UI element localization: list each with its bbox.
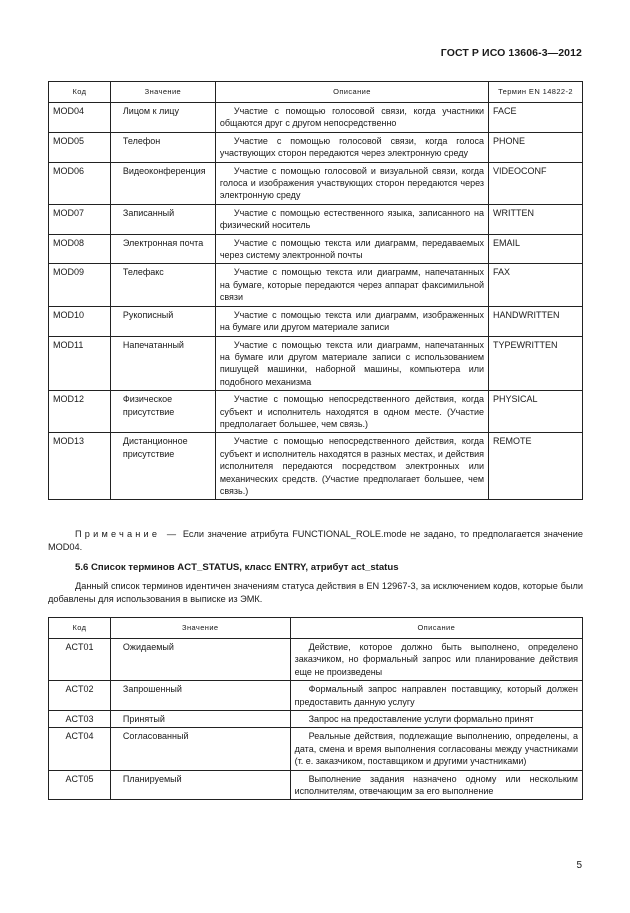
code-cell: ACT04	[49, 728, 111, 770]
table-header-row	[49, 618, 583, 639]
description-cell: Участие с помощью голосовой и визуальной связи, когда голоса и изображения участвующих сторон передаются через электронную среду	[215, 162, 488, 204]
table-row	[49, 234, 583, 264]
description-cell: Участие с помощью текста или диаграмм, передаваемых через систему электронной почты	[215, 234, 488, 264]
term-cell: WRITTEN	[489, 204, 583, 234]
term-cell: HANDWRITTEN	[489, 306, 583, 336]
description-cell: Реальные действия, подлежащие выполнению, определены, а дата, смена и время выполнения согласованы между участниками (т. е. заказчиком, поставщиком и другими участниками)	[290, 728, 582, 770]
meaning-cell: Ожидаемый	[110, 639, 290, 681]
table-row	[49, 433, 583, 500]
code-cell: ACT05	[49, 770, 111, 800]
code-cell: MOD10	[49, 306, 111, 336]
meaning-cell: Физическое присутствие	[110, 391, 215, 433]
description-cell: Участие с помощью текста или диаграмм, изображенных на бумаге или другом материале записи	[215, 306, 488, 336]
term-cell: PHYSICAL	[489, 391, 583, 433]
code-cell: MOD13	[49, 433, 111, 500]
document-header: ГОСТ Р ИСО 13606-3—2012	[440, 47, 582, 59]
page-number: 5	[576, 860, 582, 871]
meaning-cell: Телефакс	[110, 264, 215, 306]
column-header-meaning: Значение	[110, 82, 215, 103]
code-cell: MOD05	[49, 132, 111, 162]
term-cell: PHONE	[489, 132, 583, 162]
table-note	[48, 528, 583, 553]
description-cell: Действие, которое должно быть выполнено, определено заказчиком, но формальный запрос или планирование действия еще не произведены	[290, 639, 582, 681]
meaning-cell: Рукописный	[110, 306, 215, 336]
code-cell: MOD06	[49, 162, 111, 204]
term-cell: FACE	[489, 103, 583, 133]
term-cell: REMOTE	[489, 433, 583, 500]
table-header-row	[49, 82, 583, 103]
meaning-cell: Планируемый	[110, 770, 290, 800]
description-cell: Участие с помощью голосовой связи, когда голоса участвующих сторон передаются через электронную среду	[215, 132, 488, 162]
table-row	[49, 681, 583, 711]
table-row	[49, 132, 583, 162]
meaning-cell: Согласованный	[110, 728, 290, 770]
meaning-cell: Дистанционное присутствие	[110, 433, 215, 500]
table-row	[49, 264, 583, 306]
term-cell: TYPEWRITTEN	[489, 336, 583, 391]
description-cell: Запрос на предоставление услуги формально принят	[290, 711, 582, 728]
section-body: Данный список терминов идентичен значениям статуса действия в EN 12967-3, за исключением кодов, которые были добавлены для использования в выписке из ЭМК.	[48, 581, 583, 604]
table-row	[49, 770, 583, 800]
table-row	[49, 728, 583, 770]
description-cell: Выполнение задания назначено одному или нескольким исполнителям, отвечающим за его выполнение	[290, 770, 582, 800]
note-lead: Примечание —	[75, 529, 180, 539]
column-header-term: Термин EN 14822-2	[489, 82, 583, 103]
note-text: Если значение атрибута FUNCTIONAL_ROLE.mode не задано, то предполагается значение MOD04.	[48, 529, 583, 552]
term-cell: FAX	[489, 264, 583, 306]
table-row	[49, 162, 583, 204]
meaning-cell: Видеоконференция	[110, 162, 215, 204]
column-header-description: Описание	[290, 618, 582, 639]
modes-table	[48, 81, 583, 500]
code-cell: MOD12	[49, 391, 111, 433]
table-row	[49, 306, 583, 336]
code-cell: MOD04	[49, 103, 111, 133]
meaning-cell: Напечатанный	[110, 336, 215, 391]
meaning-cell: Запрошенный	[110, 681, 290, 711]
description-cell: Участие с помощью текста или диаграмм, напечатанных на бумаге или другом материале записи с использованием пишущей машинки, наборной машины, компьютера или подобного механизма	[215, 336, 488, 391]
section-title: 5.6 Список терминов ACT_STATUS, класс ENTRY, атрибут act_status	[75, 562, 399, 573]
code-cell: MOD08	[49, 234, 111, 264]
term-cell: EMAIL	[489, 234, 583, 264]
column-header-meaning: Значение	[110, 618, 290, 639]
meaning-cell: Принятый	[110, 711, 290, 728]
table-row	[49, 336, 583, 391]
meaning-cell: Записанный	[110, 204, 215, 234]
act-status-table	[48, 617, 583, 800]
table-row	[49, 103, 583, 133]
code-cell: ACT01	[49, 639, 111, 681]
table-row	[49, 204, 583, 234]
column-header-code: Код	[49, 82, 111, 103]
column-header-code: Код	[49, 618, 111, 639]
description-cell: Формальный запрос направлен поставщику, который должен предоставить данную услугу	[290, 681, 582, 711]
description-cell: Участие с помощью текста или диаграмм, напечатанных на бумаге, которые передаются через аппарат факсимильной связи	[215, 264, 488, 306]
description-cell: Участие с помощью непосредственного действия, когда субъект и исполнитель находятся в одном месте. (Участие предполагает большее, чем связь.)	[215, 391, 488, 433]
code-cell: MOD09	[49, 264, 111, 306]
code-cell: ACT02	[49, 681, 111, 711]
column-header-description: Описание	[215, 82, 488, 103]
table-row	[49, 639, 583, 681]
description-cell: Участие с помощью голосовой связи, когда участники общаются друг с другом непосредственно	[215, 103, 488, 133]
meaning-cell: Телефон	[110, 132, 215, 162]
description-cell: Участие с помощью непосредственного действия, когда субъект и исполнитель находятся в разных местах, и действия исполнителя передаются посредством электронных или механических средств. (Участие предполагает большее, чем связь.)	[215, 433, 488, 500]
code-cell: MOD11	[49, 336, 111, 391]
description-cell: Участие с помощью естественного языка, записанного на физический носитель	[215, 204, 488, 234]
table-row	[49, 711, 583, 728]
meaning-cell: Электронная почта	[110, 234, 215, 264]
term-cell: VIDEOCONF	[489, 162, 583, 204]
meaning-cell: Лицом к лицу	[110, 103, 215, 133]
code-cell: MOD07	[49, 204, 111, 234]
code-cell: ACT03	[49, 711, 111, 728]
table-row	[49, 391, 583, 433]
